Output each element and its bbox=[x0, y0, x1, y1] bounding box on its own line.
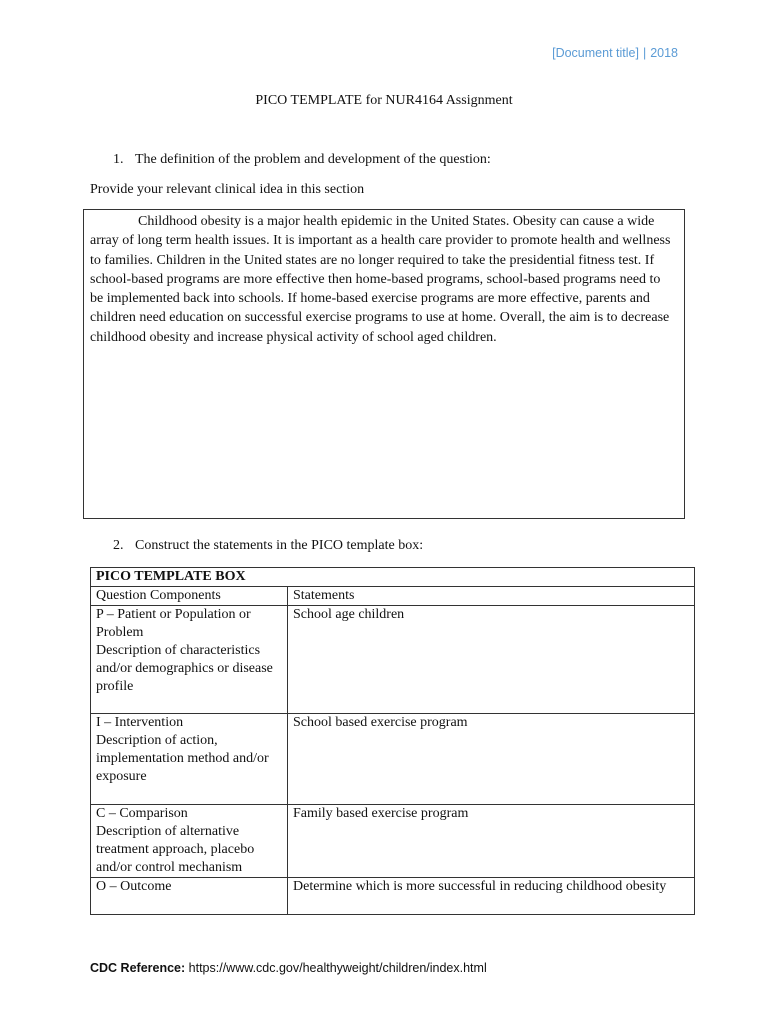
table-row bbox=[91, 805, 695, 878]
table-row bbox=[91, 714, 695, 805]
component-description: Description of alternative treatment approach, placebo and/or control mechanism bbox=[96, 824, 255, 875]
section-1-heading bbox=[113, 152, 491, 168]
section-2-text: Construct the statements in the PICO template box: bbox=[135, 538, 424, 553]
section-2-heading bbox=[113, 538, 423, 554]
statement-cell-o: Determine which is more successful in reducing childhood obesity bbox=[288, 878, 695, 915]
document-title-placeholder: [Document title] bbox=[552, 46, 639, 60]
header-separator: | bbox=[642, 46, 647, 60]
pico-box-title-row bbox=[91, 568, 695, 587]
document-header bbox=[552, 46, 678, 60]
component-label: I – Intervention bbox=[96, 715, 184, 730]
clinical-idea-box bbox=[83, 209, 685, 519]
statement-cell-p: School age children bbox=[288, 606, 695, 714]
pico-box-title: PICO TEMPLATE BOX bbox=[91, 568, 695, 587]
section-1-text: The definition of the problem and development of the question: bbox=[135, 152, 491, 167]
header-year: 2018 bbox=[650, 46, 678, 60]
table-row bbox=[91, 878, 695, 915]
component-label: C – Comparison bbox=[96, 806, 188, 821]
table-row bbox=[91, 606, 695, 714]
reference-label: CDC Reference: bbox=[90, 961, 186, 975]
component-description: Description of action, implementation method and/or exposure bbox=[96, 733, 269, 784]
column-header-statements: Statements bbox=[288, 587, 695, 606]
component-cell-i bbox=[91, 714, 288, 805]
column-header-components: Question Components bbox=[91, 587, 288, 606]
statement-cell-i: School based exercise program bbox=[288, 714, 695, 805]
clinical-idea-prompt: Provide your relevant clinical idea in this section bbox=[90, 182, 365, 197]
pico-column-header-row bbox=[91, 587, 695, 606]
section-1-number: 1. bbox=[113, 152, 124, 167]
component-cell-p bbox=[91, 606, 288, 714]
page-title: PICO TEMPLATE for NUR4164 Assignment bbox=[255, 93, 513, 108]
component-label: O – Outcome bbox=[96, 879, 172, 894]
section-2-number: 2. bbox=[113, 538, 124, 553]
component-description: Description of characteristics and/or demographics or disease profile bbox=[96, 643, 273, 694]
component-cell-o bbox=[91, 878, 288, 915]
reference-url[interactable]: https://www.cdc.gov/healthyweight/children/index.html bbox=[188, 961, 487, 975]
statement-cell-c: Family based exercise program bbox=[288, 805, 695, 878]
component-label: P – Patient or Population or Problem bbox=[96, 607, 251, 640]
component-cell-c bbox=[91, 805, 288, 878]
reference-footer bbox=[90, 961, 487, 975]
clinical-idea-text: Childhood obesity is a major health epidemic in the United States. Obesity can cause a wide array of long term health issues. It is important as a health care provider to promote health and wellness to families. Children in the United states are no longer required to take the presidential fitness test. If school-based programs are more effective then home-based programs, school-based programs need to be implemented back into schools. If home-based exercise programs are more effective, parents and children need education on successful exercise programs to use at home. Overall, the aim is to decrease childhood obesity and increase physical activity of school aged children. bbox=[90, 214, 671, 345]
pico-template-table bbox=[90, 567, 695, 915]
